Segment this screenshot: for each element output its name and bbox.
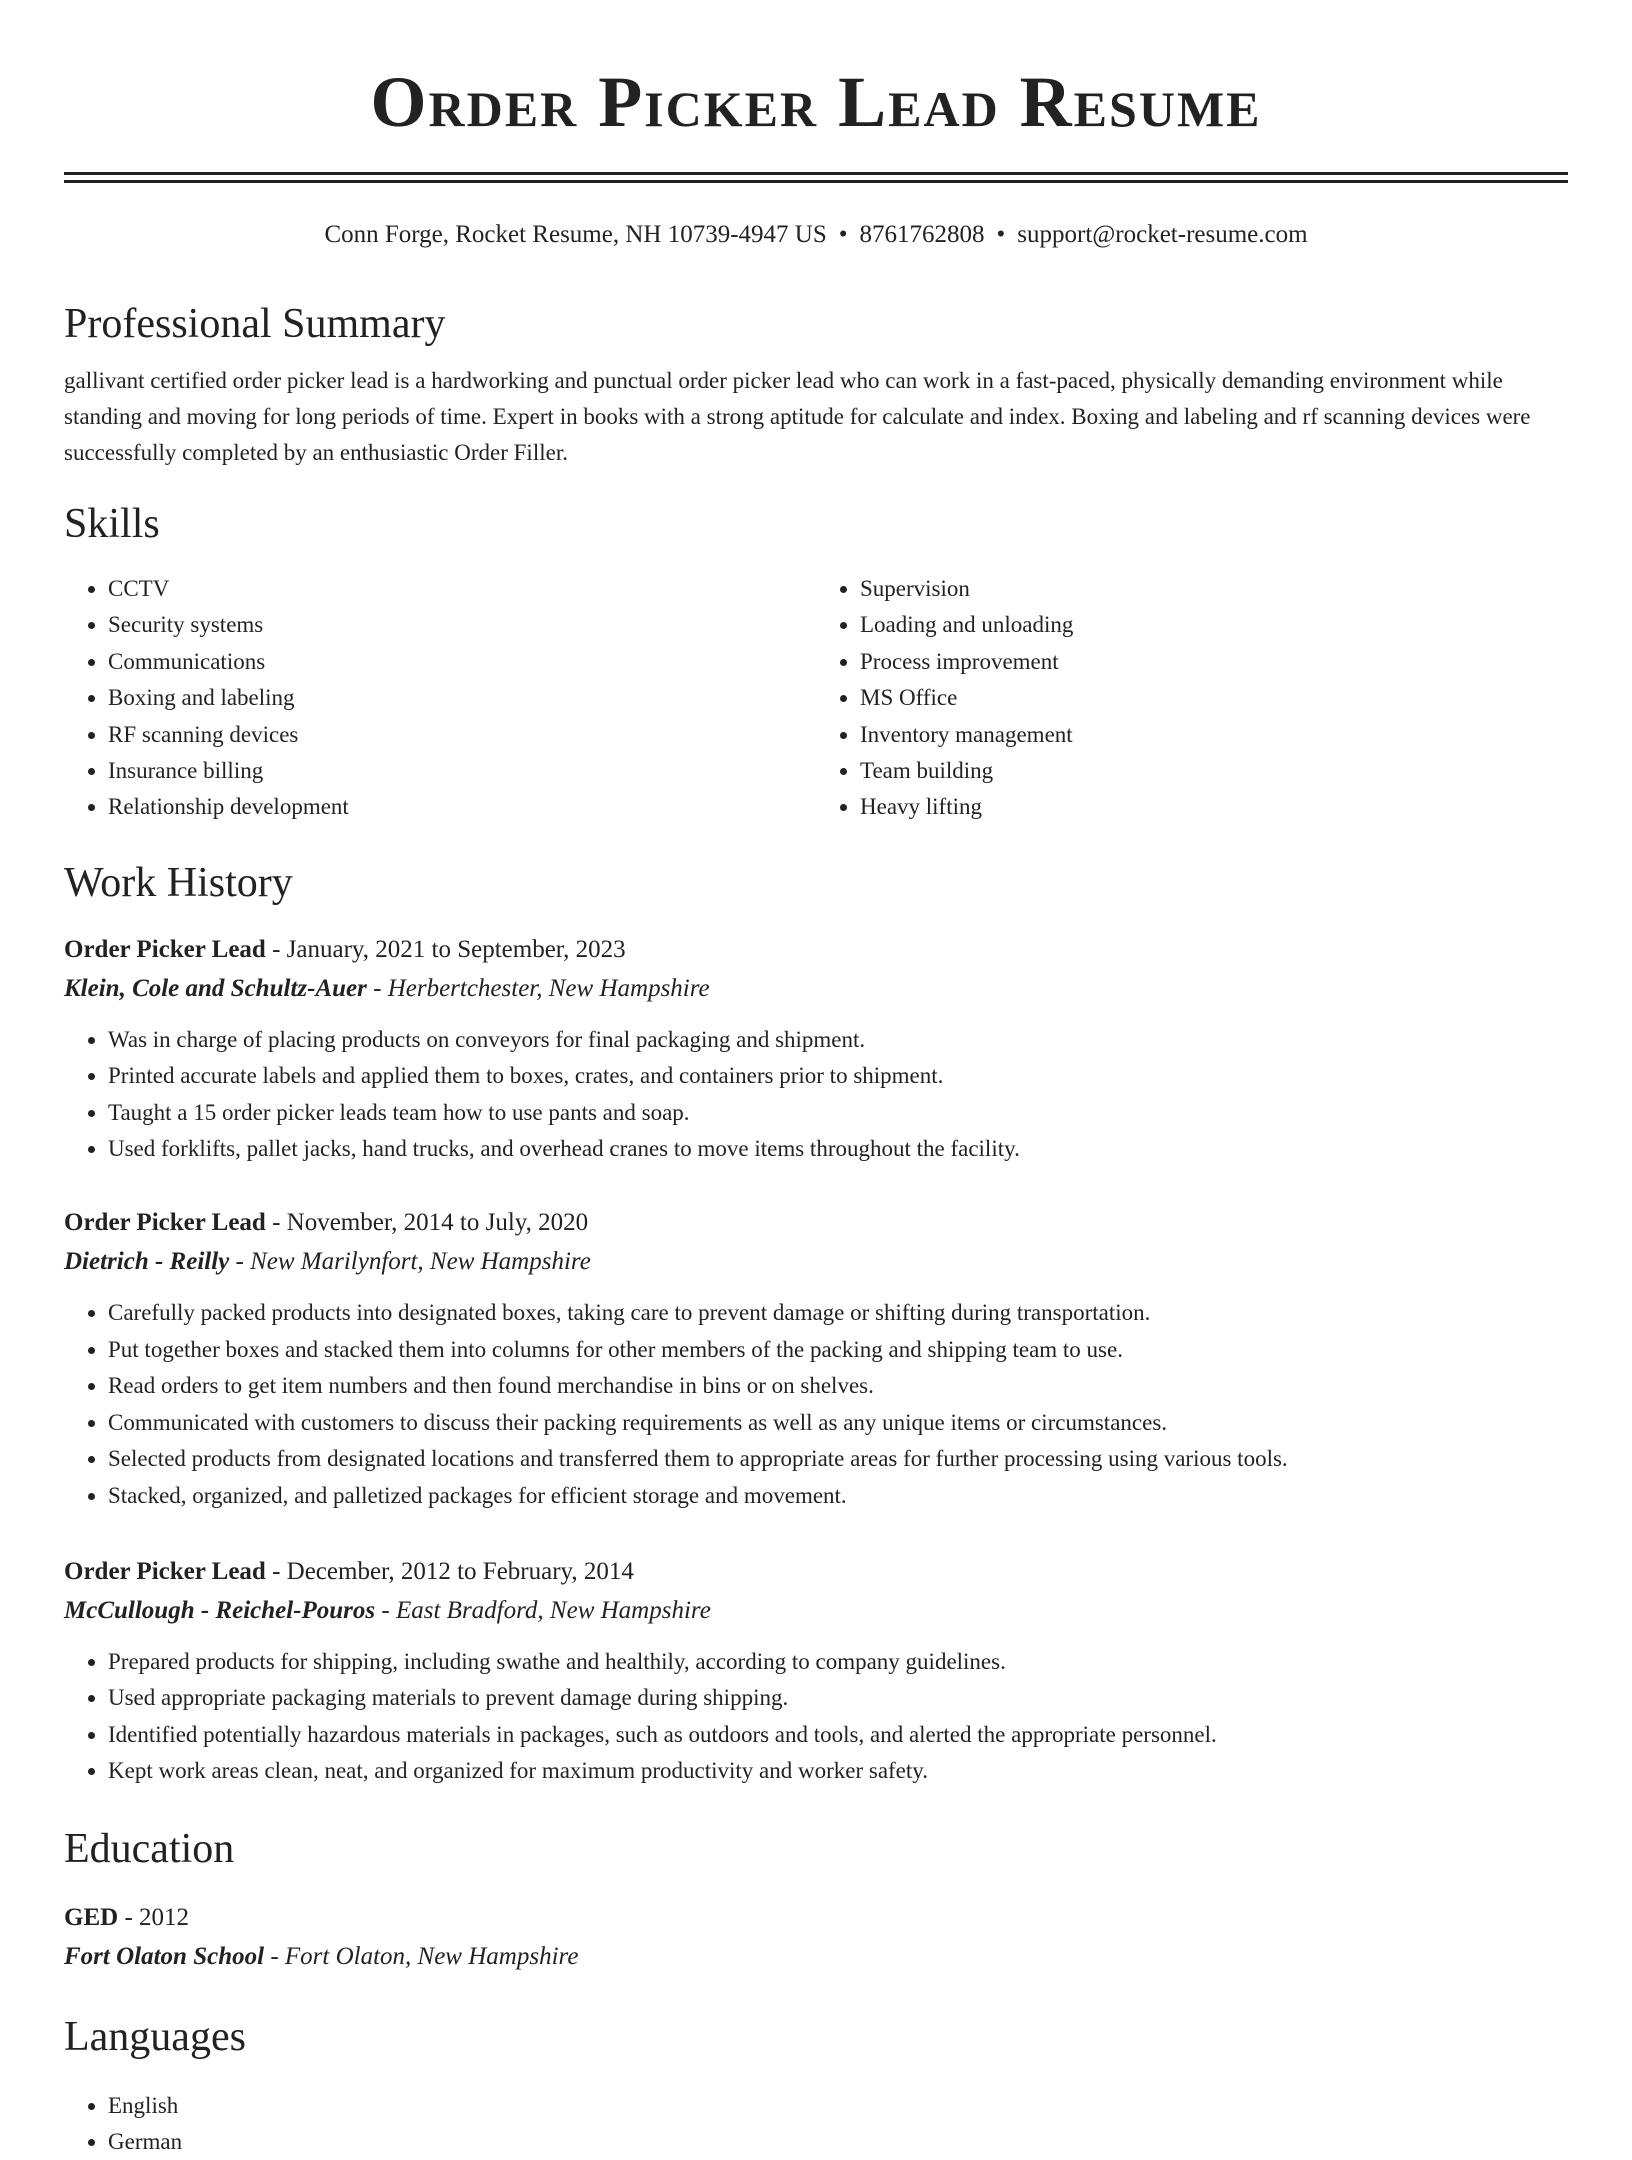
summary-heading: Professional Summary <box>64 301 446 347</box>
job-dates: January, 2021 to September, 2023 <box>286 935 626 963</box>
education-location: Fort Olaton, New Hampshire <box>284 1942 579 1970</box>
job-bullet: • Used forklifts, pallet jacks, hand trucks, and overhead cranes to move items throughout the facility. <box>108 1131 1568 1167</box>
skills-list <box>64 571 1568 826</box>
skills-column-right <box>816 571 1568 826</box>
skill-item: • Supervision <box>860 571 1568 607</box>
summary-text: gallivant certified order picker lead is a hardworking and punctual order picker lead who can work in a fast-paced, physically demanding environment while standing and moving for long periods of time. Expert in books with a strong aptitude for calculate and index. Boxing and labeling and rf scanning devices were successfully completed by an enthusiastic Order Filler. <box>64 368 1531 465</box>
job-title: Order Picker Lead <box>64 935 266 963</box>
job-bullet: • Selected products from designated locations and transferred them to appropriate areas for further processing using various tools. <box>108 1441 1568 1477</box>
contact-address: Conn Forge, Rocket Resume, NH 10739-4947 US <box>324 221 827 248</box>
language-item: • English <box>108 2088 1568 2124</box>
job-company: Dietrich - Reilly <box>64 1248 230 1276</box>
job-dates: November, 2014 to July, 2020 <box>286 1209 589 1237</box>
job-employer: McCullough - Reichel-Pouros - East Bradford, New Hampshire <box>64 1596 711 1624</box>
job-bullet: • Stacked, organized, and palletized packages for efficient storage and movement. <box>108 1478 1568 1514</box>
education-entry <box>64 1898 1568 1976</box>
skill-item: • Loading and unloading <box>860 607 1568 643</box>
skill-item: • Relationship development <box>108 789 816 825</box>
job-bullet: • Carefully packed products into designated boxes, taking care to prevent damage or shifting during transportation. <box>108 1295 1568 1331</box>
job-location: East Bradford, New Hampshire <box>395 1596 711 1624</box>
job-bullet: • Taught a 15 order picker leads team how to use pants and soap. <box>108 1095 1568 1131</box>
title-divider <box>64 172 1568 183</box>
job-bullets <box>64 1295 1568 1513</box>
job-bullets <box>64 1644 1568 1790</box>
skill-item: • Security systems <box>108 607 816 643</box>
job-company: McCullough - Reichel-Pouros <box>64 1596 376 1624</box>
job-bullet: • Prepared products for shipping, including swathe and healthily, according to company guidelines. <box>108 1644 1568 1680</box>
skill-item: • Boxing and labeling <box>108 680 816 716</box>
contact-separator: • <box>838 221 848 248</box>
skills-heading: Skills <box>64 501 160 547</box>
job-header: Order Picker Lead - January, 2021 to September, 2023 <box>64 935 626 963</box>
skills-column-left <box>64 571 816 826</box>
job-bullets <box>64 1022 1568 1168</box>
job-employer: Klein, Cole and Schultz-Auer - Herbertchester, New Hampshire <box>64 974 710 1002</box>
job-bullet: • Printed accurate labels and applied them to boxes, crates, and containers prior to shipment. <box>108 1058 1568 1094</box>
job-employer: Dietrich - Reilly - New Marilynfort, New Hampshire <box>64 1248 591 1276</box>
education-year: 2012 <box>139 1903 190 1931</box>
contact-line <box>64 217 1568 253</box>
resume-page <box>64 0 1568 2160</box>
languages-list <box>64 2088 1568 2160</box>
contact-email[interactable]: support@rocket-resume.com <box>1017 221 1308 248</box>
education-degree: GED <box>64 1903 119 1931</box>
skill-item: • CCTV <box>108 571 816 607</box>
education-degree-line: GED - 2012 <box>64 1903 190 1931</box>
education-school: Fort Olaton School <box>64 1942 265 1970</box>
job-bullet: • Kept work areas clean, neat, and organized for maximum productivity and worker safety. <box>108 1753 1568 1789</box>
job-company: Klein, Cole and Schultz-Auer <box>64 974 367 1002</box>
job-header: Order Picker Lead - November, 2014 to July, 2020 <box>64 1209 589 1237</box>
education-heading: Education <box>64 1825 235 1872</box>
education-school-line: Fort Olaton School - Fort Olaton, New Hampshire <box>64 1942 579 1970</box>
job-bullet: • Put together boxes and stacked them into columns for other members of the packing and shipping team to use. <box>108 1332 1568 1368</box>
job-bullet: • Identified potentially hazardous materials in packages, such as outdoors and tools, and alerted the appropriate personnel. <box>108 1717 1568 1753</box>
skill-item: • RF scanning devices <box>108 717 816 753</box>
resume-title: Order Picker Lead Resume <box>370 62 1262 142</box>
job-header: Order Picker Lead - December, 2012 to February, 2014 <box>64 1557 634 1585</box>
job-dates: December, 2012 to February, 2014 <box>286 1557 634 1585</box>
job-title: Order Picker Lead <box>64 1209 266 1237</box>
job-entry <box>64 1552 1568 1790</box>
languages-heading: Languages <box>64 2013 246 2060</box>
skill-item: • Team building <box>860 753 1568 789</box>
job-title: Order Picker Lead <box>64 1557 266 1585</box>
skill-item: • Communications <box>108 644 816 680</box>
job-entry <box>64 1203 1568 1513</box>
job-location: Herbertchester, New Hampshire <box>387 974 710 1002</box>
skill-item: • MS Office <box>860 680 1568 716</box>
skill-item: • Inventory management <box>860 717 1568 753</box>
job-entry <box>64 930 1568 1168</box>
contact-phone: 8761762808 <box>859 221 985 248</box>
job-bullet: • Read orders to get item numbers and then found merchandise in bins or on shelves. <box>108 1368 1568 1404</box>
skill-item: • Process improvement <box>860 644 1568 680</box>
contact-separator: • <box>996 221 1006 248</box>
language-item: • German <box>108 2124 1568 2160</box>
job-location: New Marilynfort, New Hampshire <box>250 1248 591 1276</box>
work-history-heading: Work History <box>64 859 293 906</box>
job-bullet: • Communicated with customers to discuss their packing requirements as well as any unique items or circumstances. <box>108 1405 1568 1441</box>
skill-item: • Insurance billing <box>108 753 816 789</box>
skill-item: • Heavy lifting <box>860 789 1568 825</box>
job-bullet: • Used appropriate packaging materials to prevent damage during shipping. <box>108 1680 1568 1716</box>
job-bullet: • Was in charge of placing products on conveyors for final packaging and shipment. <box>108 1022 1568 1058</box>
